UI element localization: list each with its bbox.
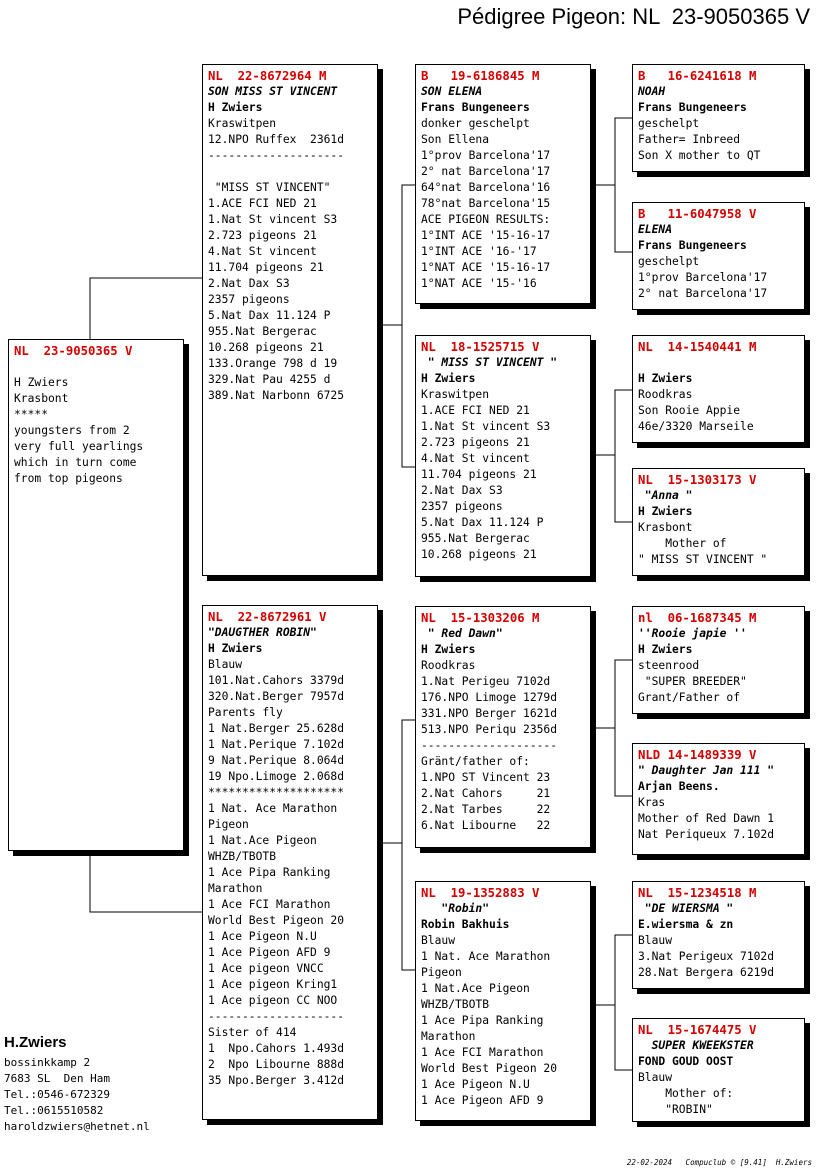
text-line: 1 Ace Pigeon N.U <box>421 1078 530 1091</box>
pigeon-name: " Red Dawn" <box>421 627 503 640</box>
owner-contact <box>4 1034 150 1135</box>
text-line: 1°NAT ACE '15-'16 <box>421 277 537 290</box>
text-line: -------------------- <box>208 1010 345 1023</box>
text-line: 11.704 pigeons 21 <box>421 468 537 481</box>
text-line: 331.NPO Berger 1621d <box>421 707 558 720</box>
text-line: 101.Nat.Cahors 3379d <box>208 674 345 687</box>
ring-number: nl 06-1687345 M <box>638 611 757 625</box>
text-line: Mother of: <box>638 1087 734 1100</box>
sire-dam-card[interactable] <box>415 335 591 577</box>
breeder-name: H Zwiers <box>421 643 476 656</box>
ring-number: NL 22-8672964 M <box>208 69 327 83</box>
text-line: 1°INT ACE '15-16-17 <box>421 229 551 242</box>
text-line: 1 Nat.Perique 7.102d <box>208 738 345 751</box>
text-line: 1°prov Barcelona'17 <box>421 149 551 162</box>
text-line: Parents fly <box>208 706 283 719</box>
text-line <box>14 359 178 375</box>
breeder-name: Robin Bakhuis <box>421 918 510 931</box>
text-line: 1 Nat. Ace Marathon <box>208 802 338 815</box>
text-line: World Best Pigeon 20 <box>208 914 345 927</box>
text-line: Mother of Red Dawn 1 <box>638 812 775 825</box>
pigeon-name: "Anna " <box>638 489 693 502</box>
pigeon-name: "DE WIERSMA " <box>638 902 734 915</box>
text-line: 955.Nat Bergerac <box>421 532 530 545</box>
dd-dam-card[interactable] <box>632 1018 805 1122</box>
text-line: 1.Nat Perigeu 7102d <box>421 675 551 688</box>
text-line: Son X mother to QT <box>638 149 761 162</box>
text-line: 28.Nat Bergera 6219d <box>638 966 775 979</box>
ring-number: NL 19-1352883 V <box>421 886 540 900</box>
text-line: 2° nat Barcelona'17 <box>421 165 551 178</box>
text-line: 389.Nat Narbonn 6725 <box>208 389 345 402</box>
pigeon-name <box>638 355 799 371</box>
text-line: 329.Nat Pau 4255 d <box>208 373 331 386</box>
text-line: 1 Ace pigeon Kring1 <box>208 978 338 991</box>
text-line: 1°INT ACE '16-'17 <box>421 245 537 258</box>
breeder-name: E.wiersma & zn <box>638 918 734 931</box>
text-line: 1.ACE FCI NED 21 <box>421 404 530 417</box>
text-line: 320.Nat.Berger 7957d <box>208 690 345 703</box>
text-line: WHZB/TBOTB <box>421 998 490 1011</box>
text-line: 35 Npo.Berger 3.412d <box>208 1074 345 1087</box>
text-line: -------------------- <box>421 739 558 752</box>
breeder-name: Frans Bungeneers <box>638 239 747 252</box>
ds-sire-lines <box>638 658 799 706</box>
text-line: 1.Nat St vincent S3 <box>208 213 338 226</box>
text-line: 1°prov Barcelona'17 <box>638 271 768 284</box>
dam-dam-card[interactable] <box>415 881 591 1121</box>
dam-lines <box>208 657 372 1089</box>
text-line: 1 Nat.Ace Pigeon <box>208 834 317 847</box>
ds-sire-card[interactable] <box>632 606 805 714</box>
text-line: 2357 pigeons <box>208 293 290 306</box>
dd-dam-lines <box>638 1070 799 1118</box>
text-line: Krasbont <box>14 392 69 405</box>
pigeon-name: SUPER KWEEKSTER <box>638 1039 754 1052</box>
text-line: donker geschelpt <box>421 117 530 130</box>
breeder-name: H Zwiers <box>208 101 263 114</box>
text-line: 2.Nat Tarbes 22 <box>421 803 551 816</box>
text-line: 176.NPO Limoge 1279d <box>421 691 558 704</box>
text-line: "SUPER BREEDER" <box>638 675 747 688</box>
text-line: 46e/3320 Marseile <box>638 420 754 433</box>
pigeon-name: " MISS ST VINCENT " <box>421 356 558 369</box>
text-line: 1 Ace Pigeon AFD 9 <box>208 946 331 959</box>
sd-sire-lines <box>638 387 799 435</box>
text-line: very full yearlings <box>14 440 144 453</box>
text-line: 1 Ace Pigeon N.U <box>208 930 317 943</box>
breeder-name: H Zwiers <box>208 642 263 655</box>
ring-number: NL 15-1234518 M <box>638 886 757 900</box>
text-line: 1 Nat.Berger 25.628d <box>208 722 345 735</box>
text-line: 1 Ace Pigeon AFD 9 <box>421 1094 544 1107</box>
text-line: Kras <box>638 796 666 809</box>
text-line: 513.NPO Periqu 2356d <box>421 723 558 736</box>
ring-number: NL 23-9050365 V <box>14 344 133 358</box>
text-line: 64°nat Barcelona'16 <box>421 181 551 194</box>
text-line: ACE PIGEON RESULTS: <box>421 213 551 226</box>
dam-sire-lines <box>421 658 585 834</box>
sire-sire-card[interactable] <box>415 64 591 304</box>
text-line: which in turn come <box>14 456 137 469</box>
text-line: 5.Nat Dax 11.124 P <box>421 516 544 529</box>
text-line: 955.Nat Bergerac <box>208 325 317 338</box>
breeder-name: H Zwiers <box>638 505 693 518</box>
text-line: youngsters from 2 <box>14 424 130 437</box>
text-line: 4.Nat St vincent <box>208 245 317 258</box>
text-line: 2357 pigeons <box>421 500 503 513</box>
text-line: Tel.:0615510582 <box>4 1104 104 1117</box>
text-line: "MISS ST VINCENT" <box>208 181 331 194</box>
dd-sire-card[interactable] <box>632 881 805 989</box>
subject-card[interactable] <box>8 339 184 851</box>
ds-dam-card[interactable] <box>632 743 805 855</box>
text-line: 1.NPO ST Vincent 23 <box>421 771 551 784</box>
text-line: 2 Npo Libourne 888d <box>208 1058 345 1071</box>
text-line: 2° nat Barcelona'17 <box>638 287 768 300</box>
text-line: 1°NAT ACE '15-16-17 <box>421 261 551 274</box>
text-line: 10.268 pigeons 21 <box>208 341 324 354</box>
text-line: 1 Npo.Cahors 1.493d <box>208 1042 345 1055</box>
text-line: 1 Nat.Ace Pigeon <box>421 982 530 995</box>
text-line: 4.Nat St vincent <box>421 452 530 465</box>
page-title: Pédigree Pigeon: NL 23-9050365 V <box>457 4 810 29</box>
text-line: 78°nat Barcelona'15 <box>421 197 551 210</box>
text-line: from top pigeons <box>14 472 123 485</box>
text-line: 9 Nat.Perique 8.064d <box>208 754 345 767</box>
pigeon-name: NOAH <box>638 85 666 98</box>
ss-sire-lines <box>638 116 799 164</box>
dam-card[interactable] <box>202 605 378 1120</box>
text-line: 1.ACE FCI NED 21 <box>208 197 317 210</box>
text-line: 5.Nat Dax 11.124 P <box>208 309 331 322</box>
breeder-name: FOND GOUD OOST <box>638 1055 734 1068</box>
text-line: 1 Nat. Ace Marathon <box>421 950 551 963</box>
text-line: Nat Periqueux 7.102d <box>638 828 775 841</box>
text-line: geschelpt <box>638 117 700 130</box>
pigeon-name: SON MISS ST VINCENT <box>208 85 338 98</box>
sd-dam-lines <box>638 520 799 568</box>
ss-dam-card[interactable] <box>632 202 805 310</box>
text-line: -------------------- <box>208 149 345 162</box>
ring-number: B 19-6186845 M <box>421 69 540 83</box>
text-line: Blauw <box>638 934 673 947</box>
footer-credit: 22-02-2024 Compuclub © [9.41] H.Zwiers <box>626 1158 812 1167</box>
sd-sire-card[interactable] <box>632 335 805 443</box>
text-line: Mother of <box>638 537 727 550</box>
dd-sire-lines <box>638 933 799 981</box>
text-line: 2.Nat Dax S3 <box>421 484 503 497</box>
ds-dam-lines <box>638 795 799 843</box>
text-line: haroldzwiers@hetnet.nl <box>4 1120 150 1133</box>
breeder-name: H Zwiers <box>421 372 476 385</box>
text-line: Kraswitpen <box>208 117 277 130</box>
owner-lines <box>4 1055 150 1135</box>
ring-number: B 16-6241618 M <box>638 69 757 83</box>
text-line: Roodkras <box>638 388 693 401</box>
breeder-name: Arjan Beens. <box>638 780 720 793</box>
text-line: 2.Nat Dax S3 <box>208 277 290 290</box>
text-line: 2.Nat Cahors 21 <box>421 787 551 800</box>
sire-dam-lines <box>421 387 585 563</box>
owner-name: H.Zwiers <box>4 1034 67 1051</box>
sire-card[interactable] <box>202 64 378 576</box>
text-line: Roodkras <box>421 659 476 672</box>
text-line: 1 Ace Pipa Ranking <box>208 866 331 879</box>
sire-sire-lines <box>421 116 585 292</box>
text-line: " MISS ST VINCENT " <box>638 553 768 566</box>
text-line: "ROBIN" <box>638 1103 713 1116</box>
ring-number: NL 15-1303206 M <box>421 611 540 625</box>
pigeon-name: ELENA <box>638 223 673 236</box>
text-line: 1 Ace Pipa Ranking <box>421 1014 544 1027</box>
dam-dam-lines <box>421 933 585 1109</box>
breeder-name: H Zwiers <box>638 372 693 385</box>
text-line: 11.704 pigeons 21 <box>208 261 324 274</box>
text-line: 1 Ace pigeon VNCC <box>208 962 324 975</box>
text-line: World Best Pigeon 20 <box>421 1062 558 1075</box>
ring-number: NL 15-1303173 V <box>638 473 757 487</box>
breeder-name: Frans Bungeneers <box>638 101 747 114</box>
text-line: 10.268 pigeons 21 <box>421 548 537 561</box>
text-line: Blauw <box>421 934 456 947</box>
text-line: 12.NPO Ruffex 2361d <box>208 133 345 146</box>
sd-dam-card[interactable] <box>632 468 805 576</box>
text-line: 1 Ace FCI Marathon <box>208 898 331 911</box>
ss-sire-card[interactable] <box>632 64 805 172</box>
ring-number: NL 22-8672961 V <box>208 610 327 624</box>
pigeon-name: "Robin" <box>421 902 490 915</box>
text-line: bossinkkamp 2 <box>4 1056 91 1069</box>
text-line: Sister of 414 <box>208 1026 297 1039</box>
text-line: ******************** <box>208 786 345 799</box>
text-line: 7683 SL Den Ham <box>4 1072 110 1085</box>
text-line: Tel.:0546-672329 <box>4 1088 110 1101</box>
text-line: steenrood <box>638 659 700 672</box>
ring-number: B 11-6047958 V <box>638 207 757 221</box>
ring-number: NL 15-1674475 V <box>638 1023 757 1037</box>
text-line: Father= Inbreed <box>638 133 741 146</box>
text-line: Grant/Father of <box>638 691 741 704</box>
text-line: Pigeon <box>421 966 462 979</box>
breeder-name: Frans Bungeneers <box>421 101 530 114</box>
text-line: 1 Ace pigeon CC NOO <box>208 994 338 1007</box>
text-line: Krasbont <box>638 521 693 534</box>
text-line: 2.723 pigeons 21 <box>421 436 530 449</box>
subject-lines <box>14 359 178 487</box>
text-line: 1.Nat St vincent S3 <box>421 420 551 433</box>
text-line: 133.Orange 798 d 19 <box>208 357 338 370</box>
text-line: WHZB/TBOTB <box>208 850 277 863</box>
text-line: Gränt/father of: <box>421 755 530 768</box>
text-line: Blauw <box>208 658 243 671</box>
text-line: 6.Nat Libourne 22 <box>421 819 551 832</box>
pigeon-name: " Daughter Jan 111 " <box>638 764 775 777</box>
text-line: ***** <box>14 408 49 421</box>
text-line: 19 Npo.Limoge 2.068d <box>208 770 345 783</box>
text-line: 2.723 pigeons 21 <box>208 229 317 242</box>
ss-dam-lines <box>638 254 799 302</box>
pigeon-name: "DAUGTHER ROBIN" <box>208 626 317 639</box>
text-line: 3.Nat Perigeux 7102d <box>638 950 775 963</box>
text-line <box>208 164 372 180</box>
text-line: geschelpt <box>638 255 700 268</box>
breeder-name: H Zwiers <box>638 643 693 656</box>
text-line: 1 Ace FCI Marathon <box>421 1046 544 1059</box>
text-line: Marathon <box>421 1030 476 1043</box>
text-line: Son Rooie Appie <box>638 404 741 417</box>
text-line: Pigeon <box>208 818 249 831</box>
text-line: H Zwiers <box>14 376 69 389</box>
sire-lines <box>208 116 372 404</box>
text-line: Kraswitpen <box>421 388 490 401</box>
ring-number: NL 18-1525715 V <box>421 340 540 354</box>
ring-number: NL 14-1540441 M <box>638 340 757 354</box>
ring-number: NLD 14-1489339 V <box>638 748 757 762</box>
text-line: Marathon <box>208 882 263 895</box>
pigeon-name: SON ELENA <box>421 85 483 98</box>
dam-sire-card[interactable] <box>415 606 591 848</box>
text-line: Blauw <box>638 1071 673 1084</box>
text-line: Son Ellena <box>421 133 490 146</box>
pigeon-name: ''Rooie japie '' <box>638 627 747 640</box>
